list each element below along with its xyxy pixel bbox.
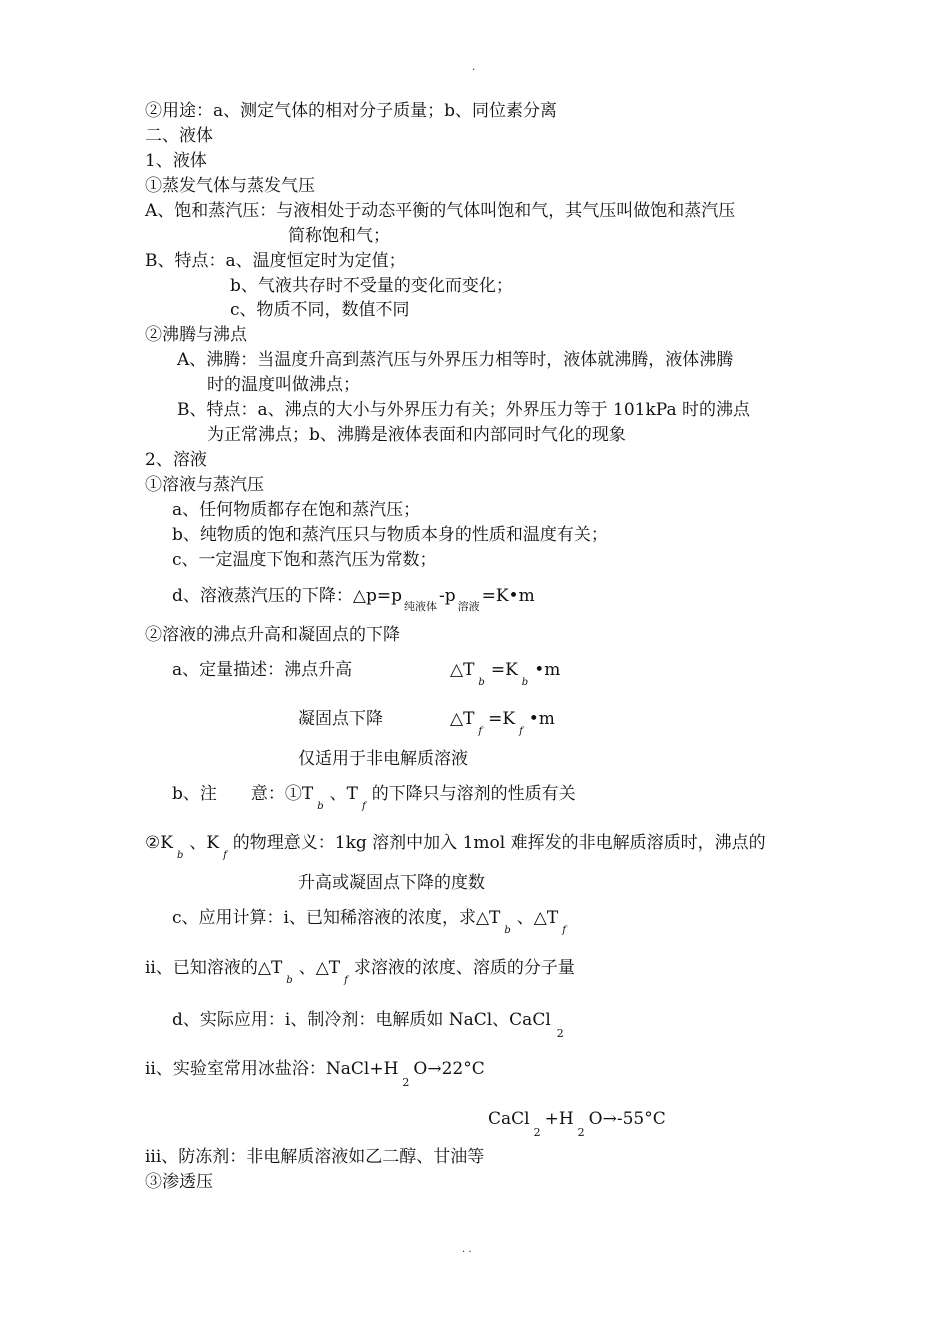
- calc-subscript: b: [504, 925, 511, 936]
- section-heading-liquid: 二、液体: [145, 126, 213, 146]
- formula-text: =K•m: [481, 586, 535, 606]
- note-text: b、注 意：①T: [172, 784, 314, 804]
- line-features-b: b、气液共存时不受量的变化而变化；: [230, 276, 513, 296]
- formula-text: •m: [534, 660, 561, 680]
- formula-text: △T: [450, 709, 475, 729]
- line-vapor-drop-formula: [172, 585, 535, 618]
- formula-text: =K: [488, 709, 516, 729]
- calc-text: c、应用计算：i、已知稀溶液的浓度，求△T: [172, 908, 501, 928]
- line-solution-b: b、纯物质的饱和蒸汽压只与物质本身的性质和温度有关；: [172, 525, 608, 545]
- meaning-subscript: b: [176, 850, 184, 861]
- known-text: 求溶液的浓度、溶质的分子量: [353, 958, 575, 978]
- item-solution-vapor: ①溶液与蒸汽压: [145, 475, 264, 495]
- use-text: d、实际应用：i、制冷剂：电解质如 NaCl、CaCl: [172, 1010, 551, 1030]
- line-features-a: B、特点：a、温度恒定时为定值；: [145, 251, 406, 271]
- formula-freezing-drop: [450, 708, 555, 743]
- formula-text: •m: [528, 709, 555, 729]
- formula-text: -p: [438, 586, 456, 606]
- known-subscript: b: [286, 975, 293, 986]
- formula-text: △T: [450, 660, 475, 680]
- cacl-text: +H: [544, 1109, 574, 1129]
- formula-subscript: f: [519, 726, 523, 737]
- line-cacl2-bath: [488, 1108, 666, 1144]
- line-boiling-rise-label: a、定量描述：沸点升高: [172, 660, 353, 680]
- line-ice-salt-bath: [145, 1058, 485, 1094]
- note-subscript: f: [361, 801, 366, 812]
- formula-subscript: b: [478, 677, 485, 688]
- subheading-solution: 2、溶液: [145, 450, 207, 470]
- line-known-solution: [145, 957, 575, 992]
- note-subscript: b: [317, 801, 324, 812]
- note-text: 、T: [329, 784, 358, 804]
- line-nonelectrolyte-only: 仅适用于非电解质溶液: [298, 749, 468, 769]
- line-saturated-vapor: A、饱和蒸汽压：与液相处于动态平衡的气体叫饱和气，其气压叫做饱和蒸汽压: [145, 201, 736, 221]
- cacl-subscript: 2: [533, 1126, 541, 1139]
- formula-boiling-rise: [450, 659, 560, 694]
- header-dot: .: [472, 62, 476, 73]
- item-osmotic-pressure: ③渗透压: [145, 1172, 213, 1192]
- known-text: ii、已知溶液的△T: [145, 958, 283, 978]
- item-evaporation: ①蒸发气体与蒸发气压: [145, 176, 315, 196]
- bath-text: O→22°C: [413, 1059, 485, 1079]
- line-boiling-features-cont: 为正常沸点；b、沸腾是液体表面和内部同时气化的现象: [207, 425, 626, 445]
- formula-subscript: f: [478, 726, 483, 737]
- line-note: [172, 783, 576, 818]
- formula-text: =K: [490, 660, 518, 680]
- formula-subscript: 溶液: [457, 600, 480, 613]
- line-applied-calc: [172, 907, 572, 942]
- subheading-liquid: 1、液体: [145, 151, 207, 171]
- known-text: 、△T: [298, 958, 341, 978]
- formula-subscript: 纯液体: [403, 600, 437, 613]
- footer-dots: . .: [462, 1244, 472, 1255]
- line-saturated-vapor-cont: 简称饱和气；: [288, 226, 390, 246]
- bath-subscript: 2: [402, 1076, 410, 1089]
- cacl-text: O→-55°C: [588, 1109, 666, 1129]
- item-boiling-freezing: ②溶液的沸点升高和凝固点的下降: [145, 625, 400, 645]
- line-features-c: c、物质不同，数值不同: [230, 300, 410, 320]
- line-boiling-def: A、沸腾：当温度升高到蒸汽压与外界压力相等时，液体就沸腾，液体沸腾: [177, 350, 734, 370]
- cacl-subscript: 2: [577, 1126, 585, 1139]
- line-freezing-drop-label: 凝固点下降: [298, 709, 383, 729]
- cacl-text: CaCl: [488, 1109, 530, 1129]
- meaning-text: 、K: [189, 833, 220, 853]
- use-subscript: 2: [556, 1027, 564, 1040]
- line-physical-meaning-cont: 升高或凝固点下降的度数: [298, 873, 485, 893]
- line-antifreeze: iii、防冻剂：非电解质溶液如乙二醇、甘油等: [145, 1147, 485, 1167]
- line-solution-c: c、一定温度下饱和蒸汽压为常数；: [172, 550, 437, 570]
- line-usage: ②用途：a、测定气体的相对分子质量；b、同位素分离: [145, 101, 558, 121]
- meaning-text: ②K: [145, 833, 173, 853]
- note-text: 的下降只与溶剂的性质有关: [371, 784, 576, 804]
- line-practical-use: [172, 1009, 566, 1045]
- line-boiling-features: B、特点：a、沸点的大小与外界压力有关；外界压力等于 101kPa 时的沸点: [177, 400, 750, 420]
- calc-subscript: f: [562, 925, 566, 936]
- line-solution-a: a、任何物质都存在饱和蒸汽压；: [172, 500, 421, 520]
- meaning-subscript: f: [223, 850, 227, 861]
- meaning-text: 的物理意义：1kg 溶剂中加入 1mol 难挥发的非电解质溶质时，沸点的: [232, 833, 766, 853]
- formula-text: d、溶液蒸汽压的下降：△p=p: [172, 586, 402, 606]
- known-subscript: f: [344, 975, 348, 986]
- line-boiling-def-cont: 时的温度叫做沸点；: [207, 375, 360, 395]
- item-boiling: ②沸腾与沸点: [145, 325, 247, 345]
- formula-subscript: b: [521, 677, 529, 688]
- line-physical-meaning: [145, 832, 766, 867]
- bath-text: ii、实验室常用冰盐浴：NaCl+H: [145, 1059, 399, 1079]
- calc-text: 、△T: [516, 908, 559, 928]
